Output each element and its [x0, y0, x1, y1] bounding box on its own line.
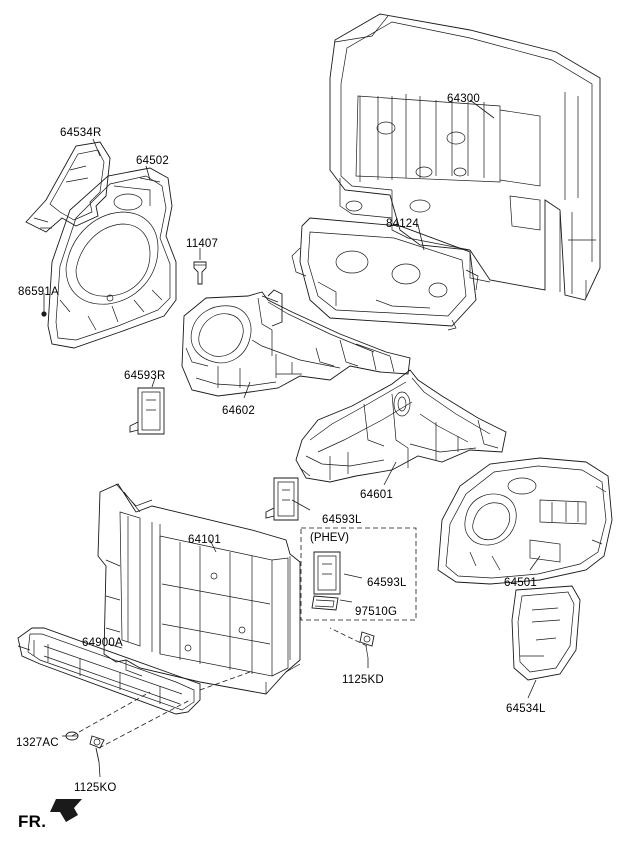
- part-art-86591A: [41, 311, 46, 316]
- phev-group-label: (PHEV): [310, 532, 349, 544]
- part-art-64593L: [266, 478, 298, 520]
- fr-direction-arrow: [50, 799, 82, 822]
- part-label-1125KO[interactable]: 1125KO: [74, 782, 117, 794]
- part-art-11407: [194, 262, 206, 284]
- part-label-64101[interactable]: 64101: [188, 534, 221, 546]
- part-art-64502: [48, 168, 176, 348]
- part-label-97510G[interactable]: 97510G: [355, 606, 398, 618]
- part-label-64900A[interactable]: 64900A: [82, 637, 123, 649]
- part-label-64534R[interactable]: 64534R: [60, 127, 102, 139]
- part-label-1327AC[interactable]: 1327AC: [16, 737, 59, 749]
- part-label-11407[interactable]: 11407: [186, 238, 219, 250]
- part-label-64502[interactable]: 64502: [136, 155, 169, 167]
- part-label-64593L-phev[interactable]: 64593L: [367, 577, 407, 589]
- part-art-fasteners-bottom: [66, 732, 104, 762]
- part-label-64593R[interactable]: 64593R: [124, 370, 166, 382]
- part-art-64534R: [26, 142, 110, 232]
- part-art-64501: [438, 458, 612, 584]
- part-label-84124[interactable]: 84124: [386, 218, 419, 230]
- part-label-64602[interactable]: 64602: [222, 405, 255, 417]
- leader-lines: [44, 100, 540, 777]
- part-label-1125KD[interactable]: 1125KD: [342, 674, 384, 686]
- front-direction-label: FR.: [18, 812, 47, 831]
- part-label-86591A[interactable]: 86591A: [18, 286, 59, 298]
- part-label-64593L[interactable]: 64593L: [322, 514, 362, 526]
- part-label-64300[interactable]: 64300: [447, 93, 480, 105]
- part-art-64300: [330, 14, 600, 300]
- part-art-64593R: [130, 388, 164, 434]
- part-art-64602: [182, 290, 410, 396]
- part-label-64501[interactable]: 64501: [504, 577, 537, 589]
- part-art-1125KD: [360, 632, 374, 658]
- part-art-64534L: [512, 586, 580, 680]
- part-label-64601[interactable]: 64601: [360, 489, 393, 501]
- part-art-64601: [296, 370, 506, 482]
- part-art-64101: [98, 484, 300, 694]
- part-label-64534L[interactable]: 64534L: [506, 703, 546, 715]
- part-art-84124: [292, 218, 478, 330]
